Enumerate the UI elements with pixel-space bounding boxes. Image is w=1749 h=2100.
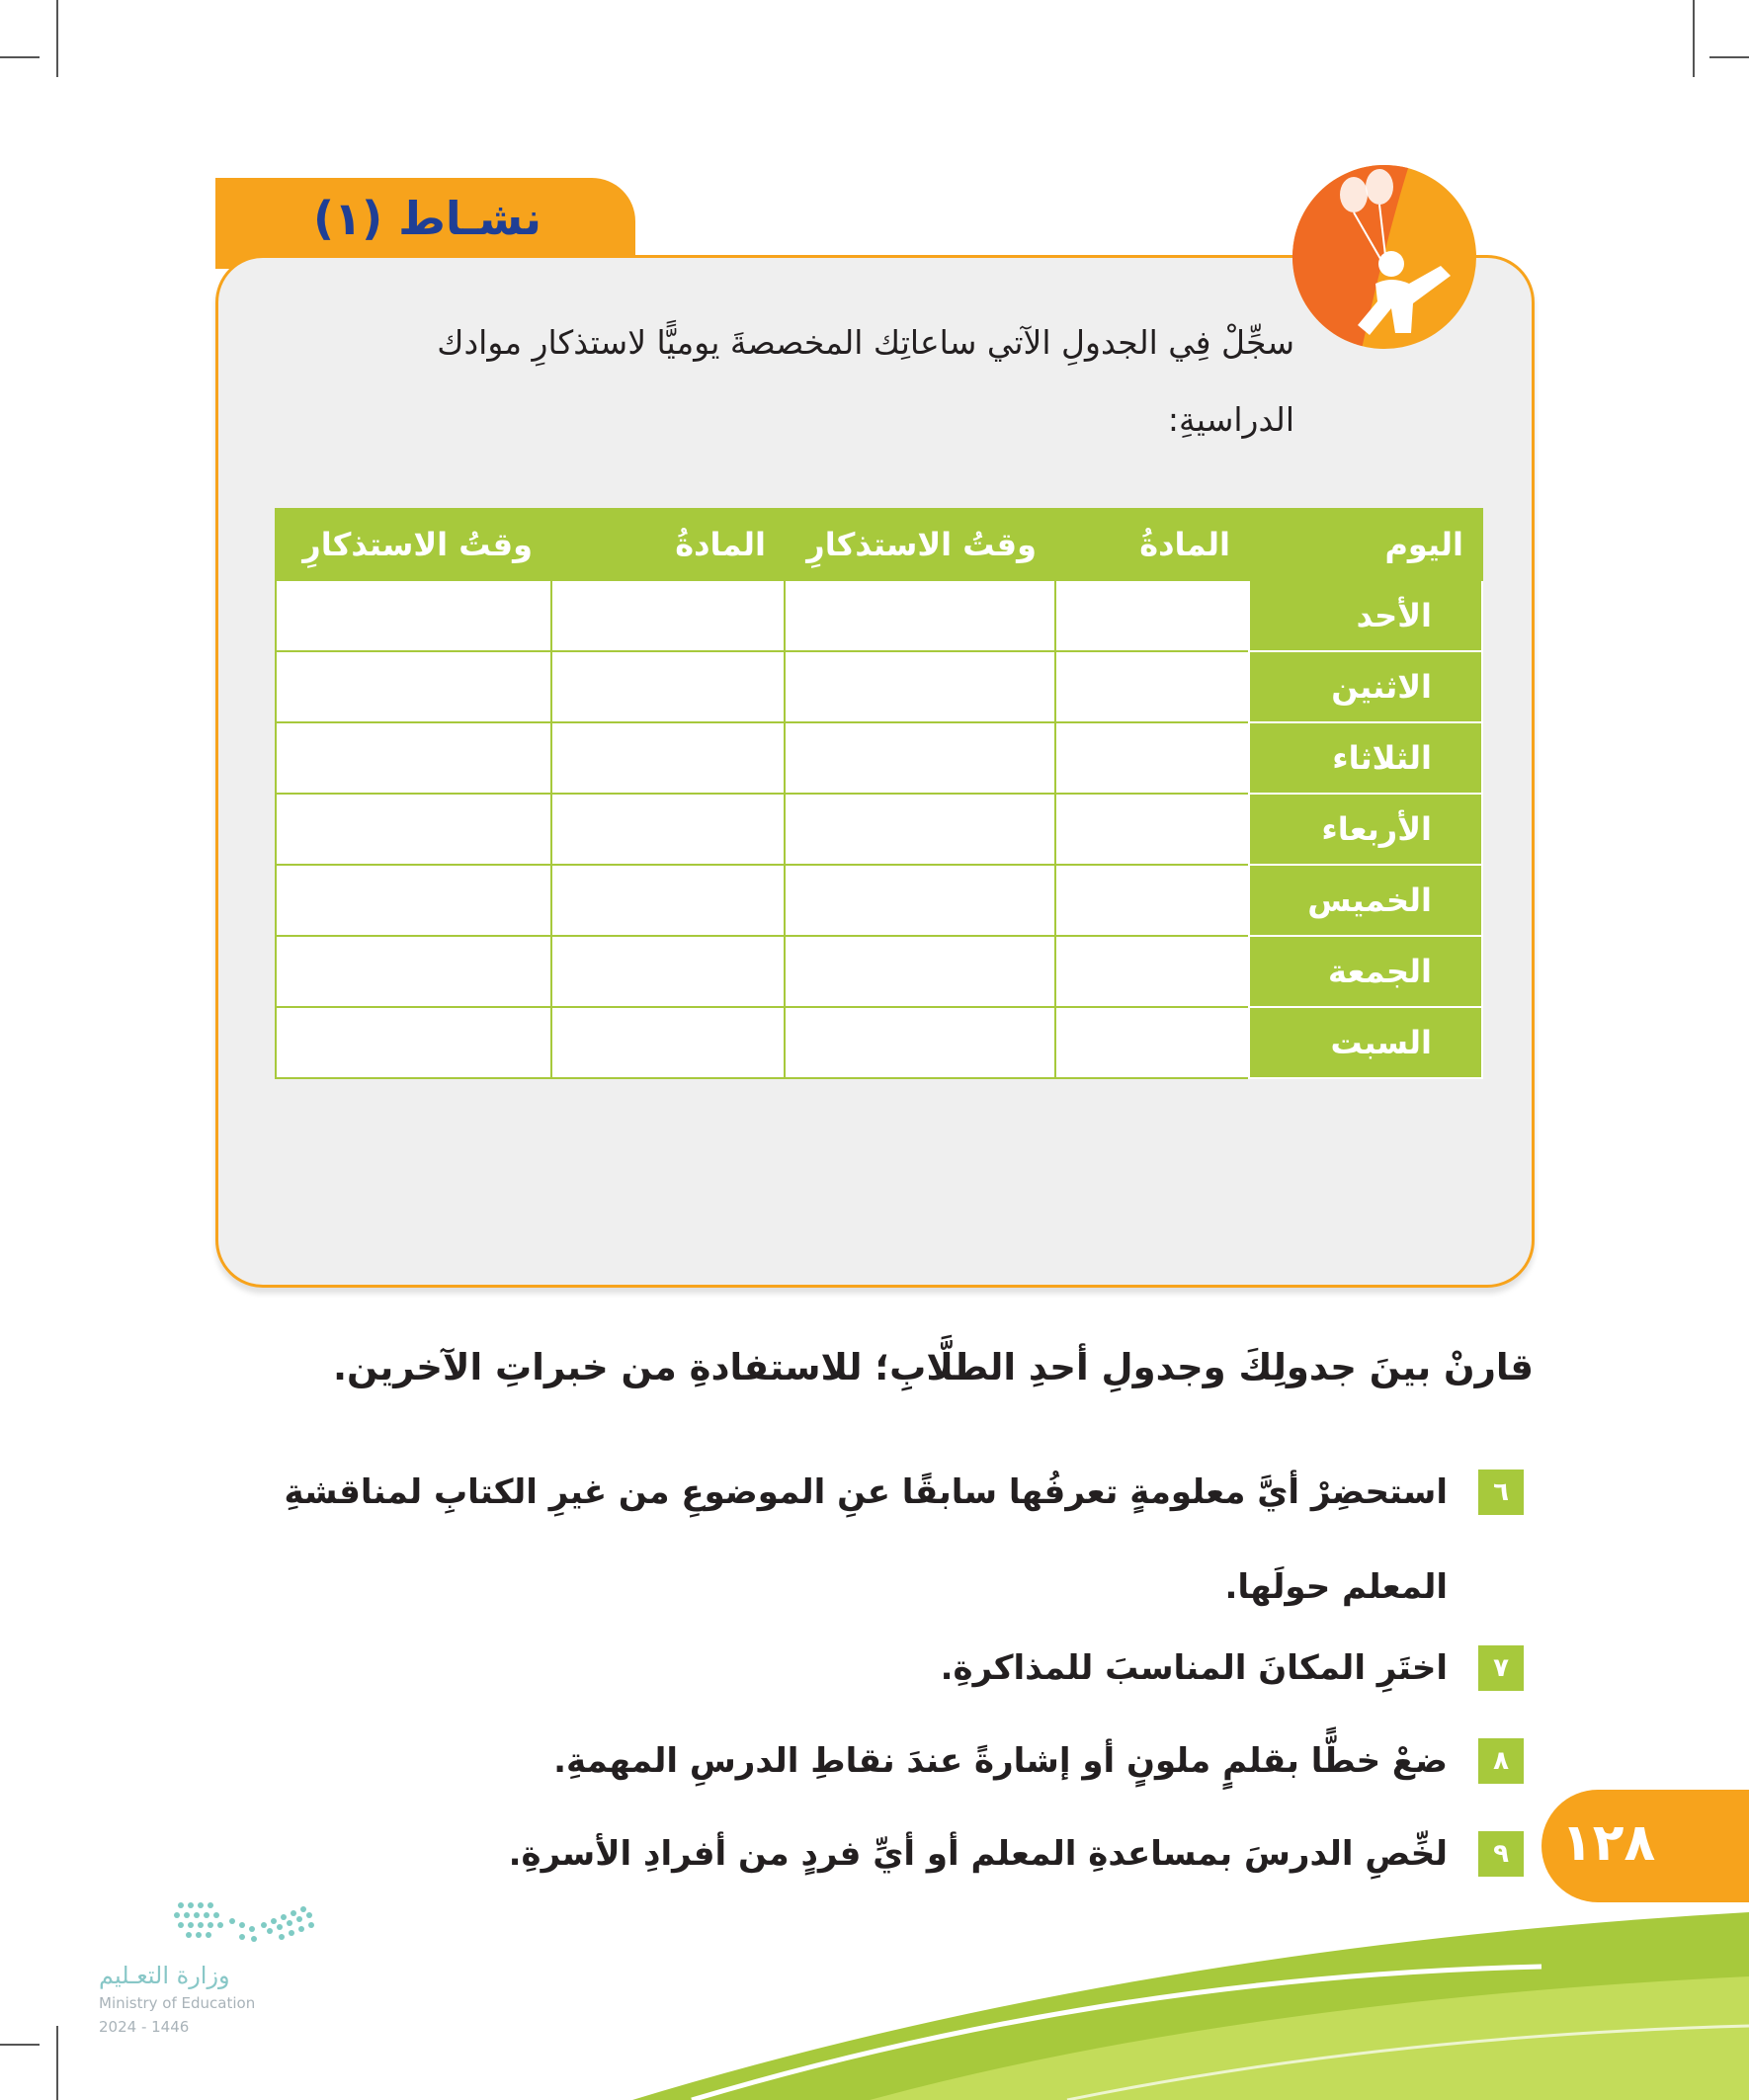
item-8-text: ضعْ خطًّا بقلمٍ ملونٍ أو إشارةً عندَ نقاطِ الدرسِ المهمةِ.: [553, 1741, 1448, 1781]
crop-mark: [0, 56, 40, 58]
subject-cell[interactable]: [1055, 1007, 1249, 1078]
subject-cell[interactable]: [551, 936, 785, 1007]
subject-cell[interactable]: [551, 580, 785, 651]
subject-cell[interactable]: [551, 1007, 785, 1078]
crop-mark: [56, 0, 58, 77]
day-cell: الثلاثاء: [1249, 722, 1482, 794]
subject-cell[interactable]: [551, 794, 785, 865]
edition-year: 2024 - 1446: [99, 2018, 190, 2036]
header-subject: المادةُ: [551, 509, 785, 580]
time-cell[interactable]: [785, 722, 1055, 794]
time-cell[interactable]: [276, 936, 551, 1007]
subject-cell[interactable]: [551, 651, 785, 722]
item-7-text: اختَرِ المكانَ المناسبَ للمذاكرةِ.: [940, 1648, 1448, 1688]
table-header-row: [276, 509, 1482, 580]
ministry-name-en: Ministry of Education: [99, 1994, 256, 2012]
time-cell[interactable]: [785, 794, 1055, 865]
subject-cell[interactable]: [1055, 865, 1249, 936]
item-number-6: ٦: [1478, 1470, 1524, 1515]
time-cell[interactable]: [785, 936, 1055, 1007]
day-cell: الخميس: [1249, 865, 1482, 936]
table-row: [276, 936, 1482, 1007]
subject-cell[interactable]: [1055, 794, 1249, 865]
time-cell[interactable]: [276, 865, 551, 936]
subject-cell[interactable]: [1055, 580, 1249, 651]
table-row: [276, 580, 1482, 651]
time-cell[interactable]: [785, 580, 1055, 651]
day-cell: الأربعاء: [1249, 794, 1482, 865]
crop-mark: [1693, 0, 1695, 77]
item-number-8: ٨: [1478, 1738, 1524, 1784]
compare-instruction: قارنْ بينَ جدولِكَ وجدولِ أحدِ الطلَّابِ؛ للاستفادةِ من خبراتِ الآخرين.: [332, 1346, 1534, 1388]
table-row: [276, 1007, 1482, 1078]
activity-instruction: سجِّلْ فِي الجدولِ الآتي ساعاتِك المخصصةَ يوميًّا لاستذكارِ موادك الدراسيةِ:: [437, 323, 1294, 439]
subject-cell[interactable]: [551, 865, 785, 936]
time-cell[interactable]: [785, 865, 1055, 936]
ministry-name-ar: وزارة التعـليم: [99, 1962, 230, 1989]
header-study-time: وقتُ الاستذكارِ: [276, 509, 551, 580]
time-cell[interactable]: [785, 1007, 1055, 1078]
subject-cell[interactable]: [551, 722, 785, 794]
item-9-text: لخِّصِ الدرسَ بمساعدةِ المعلم أو أيِّ فردٍ من أفرادِ الأسرةِ.: [508, 1834, 1448, 1874]
header-day: اليوم: [1249, 509, 1482, 580]
table-row: [276, 794, 1482, 865]
table-row: [276, 722, 1482, 794]
time-cell[interactable]: [276, 1007, 551, 1078]
table-row: [276, 865, 1482, 936]
header-study-time: وقتُ الاستذكارِ: [785, 509, 1055, 580]
item-number-9: ٩: [1478, 1831, 1524, 1877]
page-number-tab: [1541, 1790, 1749, 1902]
day-cell: السبت: [1249, 1007, 1482, 1078]
time-cell[interactable]: [276, 651, 551, 722]
header-subject: المادةُ: [1055, 509, 1249, 580]
time-cell[interactable]: [785, 651, 1055, 722]
day-cell: الاثنين: [1249, 651, 1482, 722]
study-schedule-table: [275, 508, 1483, 1079]
time-cell[interactable]: [276, 794, 551, 865]
item-6-text: استحضِرْ أيَّ معلومةٍ تعرفُها سابقًا عنِ الموضوعِ من غيرِ الكتابِ لمناقشةِ المعلم حولَها.: [284, 1472, 1448, 1607]
page-number: ١٢٨: [1561, 1813, 1656, 1873]
time-cell[interactable]: [276, 580, 551, 651]
item-number-7: ٧: [1478, 1645, 1524, 1691]
activity-emblem-icon: [1292, 165, 1476, 349]
day-cell: الأحد: [1249, 580, 1482, 651]
activity-title: نشـاط (١): [313, 192, 541, 245]
subject-cell[interactable]: [1055, 936, 1249, 1007]
table-row: [276, 651, 1482, 722]
subject-cell[interactable]: [1055, 651, 1249, 722]
crop-mark: [1709, 56, 1749, 58]
subject-cell[interactable]: [1055, 722, 1249, 794]
day-cell: الجمعة: [1249, 936, 1482, 1007]
time-cell[interactable]: [276, 722, 551, 794]
